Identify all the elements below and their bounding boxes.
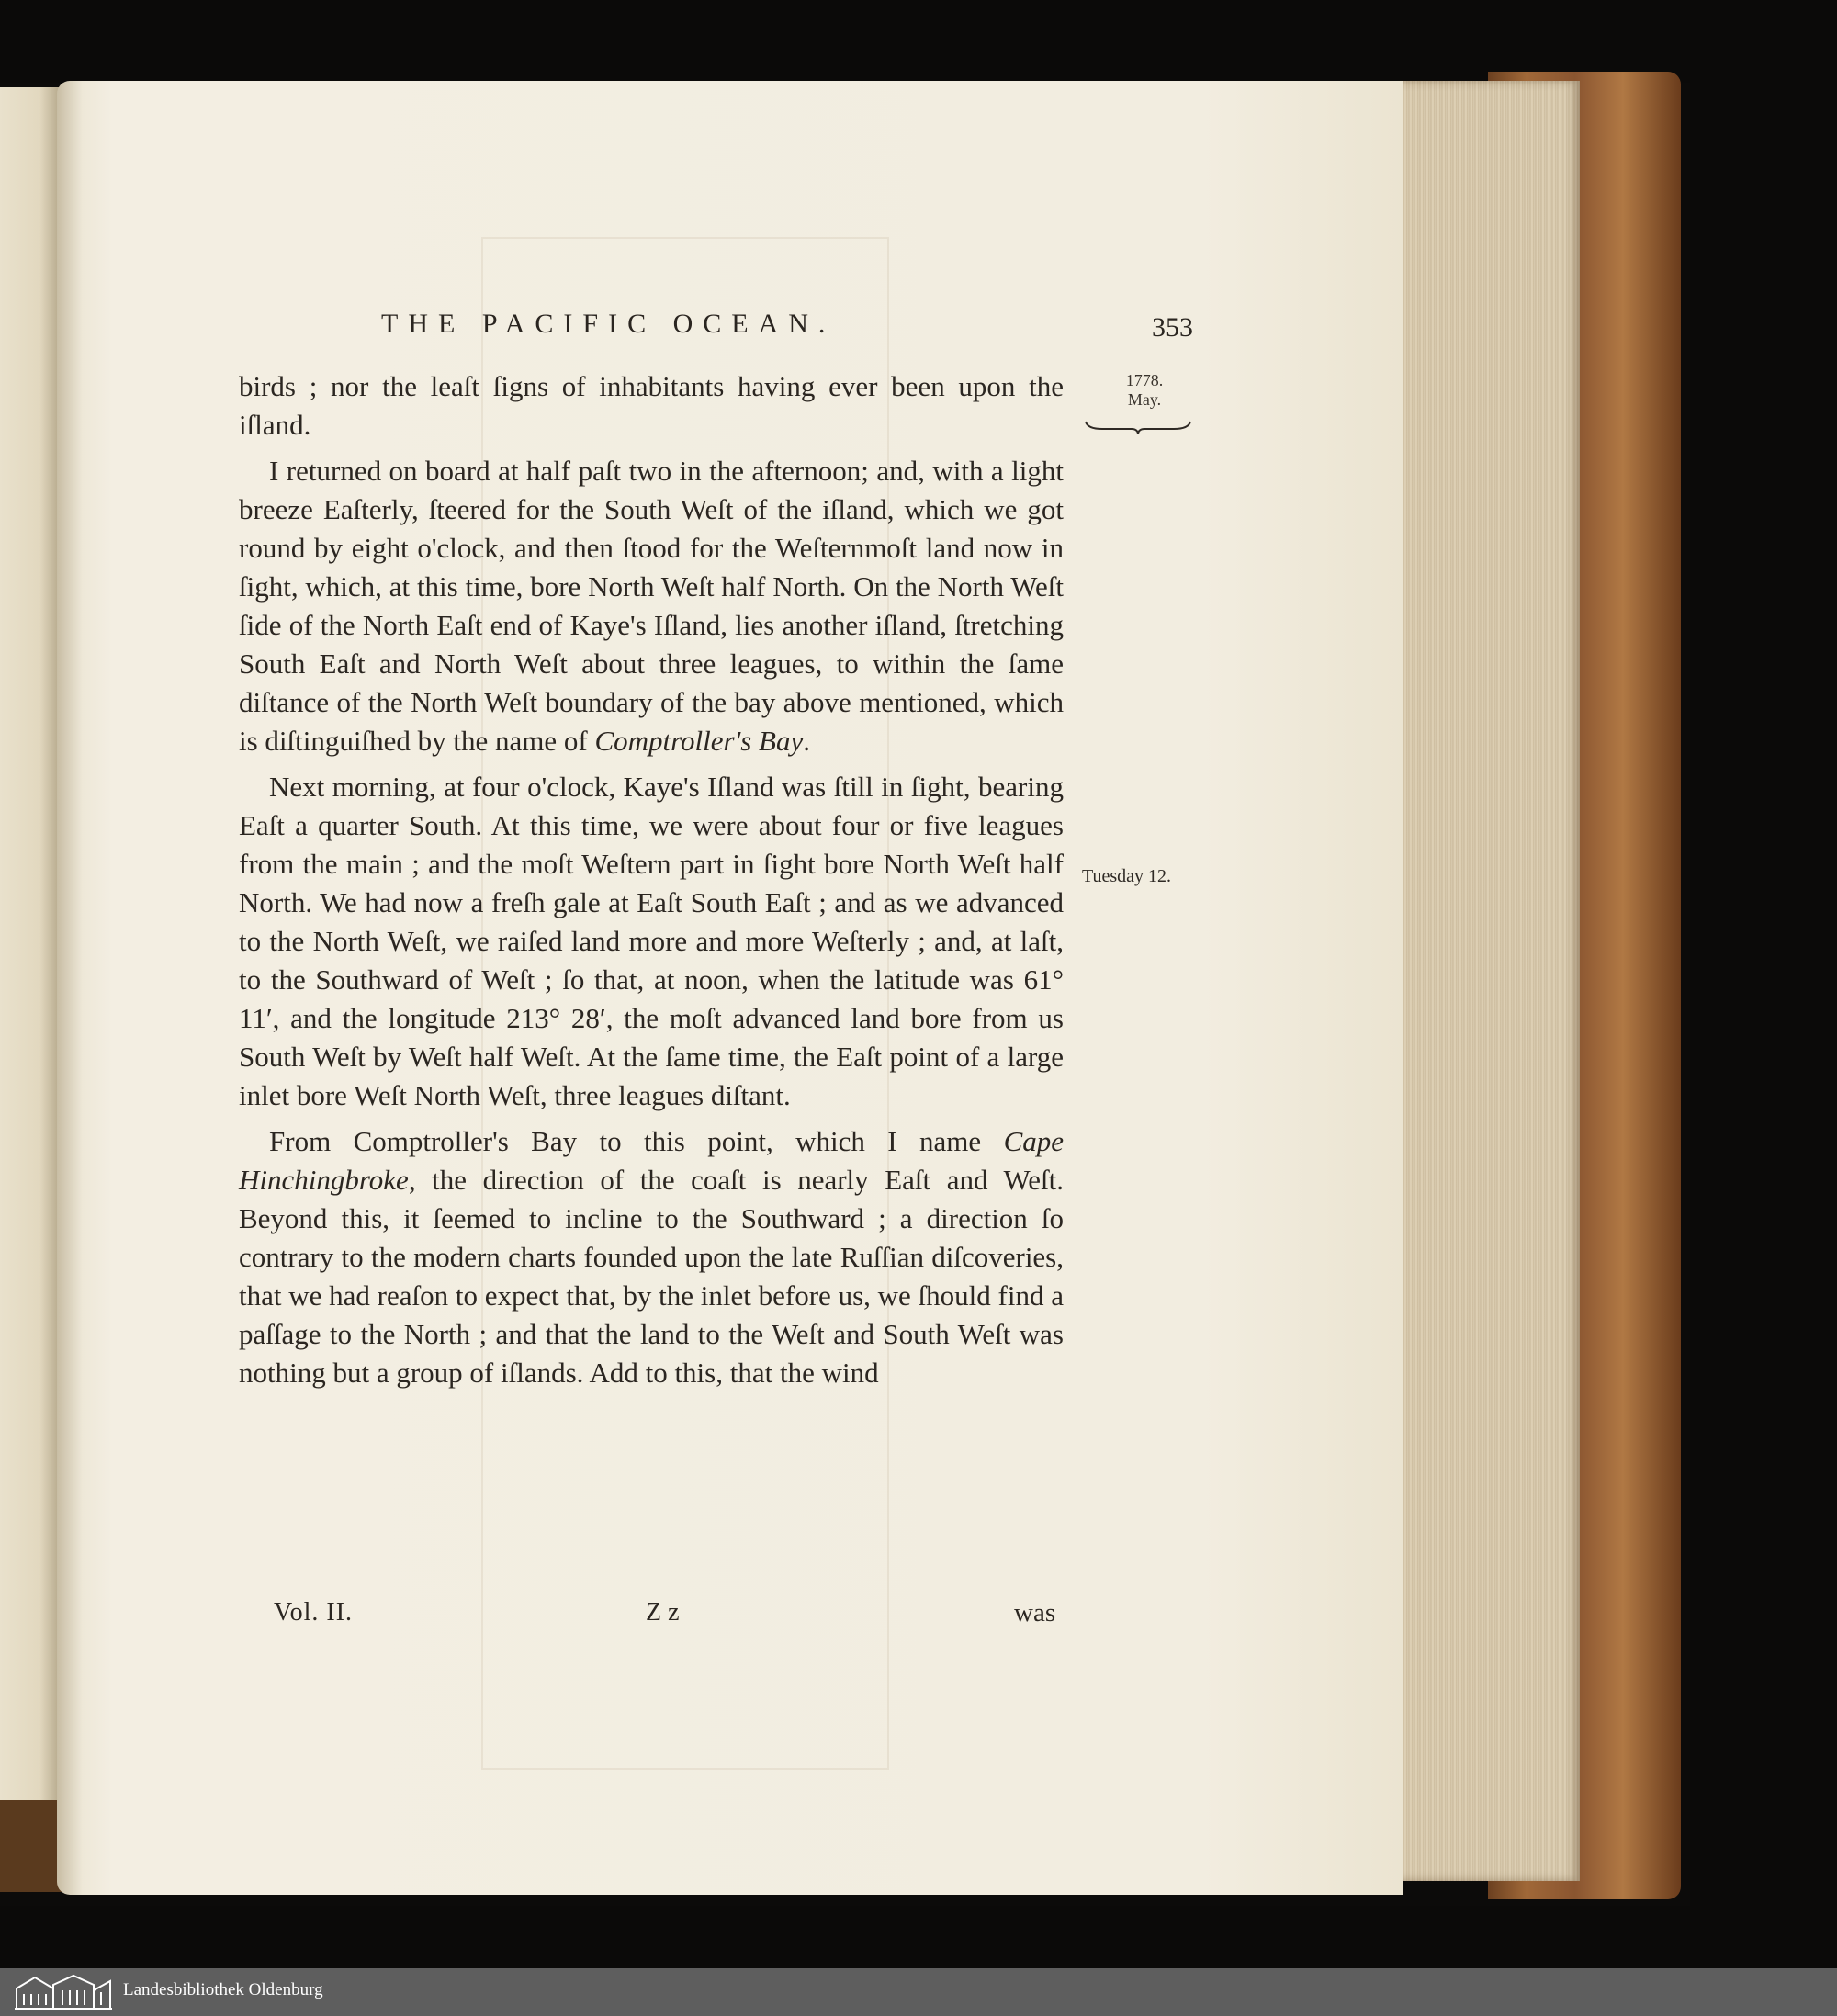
library-label: Landesbibliothek Oldenburg xyxy=(123,1980,323,1999)
running-head: THE PACIFIC OCEAN. xyxy=(381,309,836,339)
volume-signature: Vol. II. xyxy=(274,1598,354,1627)
margin-month: May. xyxy=(1127,390,1162,409)
margin-date-note xyxy=(1089,371,1200,410)
paragraph-4 xyxy=(239,1122,1064,1392)
library-footer-bar xyxy=(0,1968,1837,2016)
paragraph-3-text: Next morning, at four o'clock, Kaye's Iſland was ſtill in ſight, bearing Eaſt a quarter South. At this time, we were about four or five leagues from the main ; and the moſt Weſtern part in ſight bore North Weſt half North. We had now a freſh gale at Eaſt South Eaſt ; and as we advanced to the North Weſt, we raiſed land more and more Weſterly ; and, at laſt, to the Southward of Weſt ; ſo that, at noon, when the latitude was 61° 11′, and the longitude 213° 28′, the moſt advanced land bore from us South Weſt by Weſt half Weſt. At the ſame time, the Eaſt point of a large inlet bore Weſt North Weſt, three leagues diſtant. xyxy=(239,771,1064,1111)
body-text xyxy=(239,367,1064,1400)
scan-background-right xyxy=(1690,0,1837,1968)
page-edges xyxy=(1396,81,1580,1881)
paragraph-4-start: From Comptroller's Bay to this point, which I name xyxy=(269,1125,982,1157)
cape-name: Cape Hinchingbroke xyxy=(239,1125,1065,1196)
library-building-icon xyxy=(13,1972,114,2012)
bay-name: Comptroller's Bay xyxy=(594,725,804,757)
paragraph-2 xyxy=(239,452,1064,760)
signature-mark: Z z xyxy=(646,1598,680,1627)
scan-background-top xyxy=(0,0,1837,83)
catchword: was xyxy=(1014,1598,1056,1627)
paragraph-2-end: . xyxy=(803,725,810,757)
page-number: 353 xyxy=(1152,312,1193,343)
margin-day-note: Tuesday 12. xyxy=(1082,866,1172,886)
paragraph-2-text: I returned on board at half paſt two in the afternoon; and, with a light breeze Eaſterly, ſteered for the South Weſt of the iſland, which we got round by eight o'clock, and then ſtood for the Weſternmoſt land now in ſight, which, at this time, bore North Weſt half North. On the North Weſt ſide of the North Eaſt end of Kaye's Iſland, lies another iſland, ſtretching South Eaſt and North Weſt about three leagues, to within the ſame diſtance of the North Weſt boundary of the bay above mentioned, which is diſtinguiſhed by the name of xyxy=(239,455,1064,757)
margin-brace-icon xyxy=(1084,420,1192,434)
scan-background-bottom xyxy=(0,1906,1837,1968)
paragraph-4-rest: , the direction of the coaſt is nearly Eaſt and Weſt. Beyond this, it ſeemed to incline to the Southward ; a direction ſo contrary to the modern charts founded upon the late Ruſſian diſcoveries, that we had reaſon to expect that, by the inlet before us, we ſhould find a paſſage to the North ; and that the land to the Weſt and South Weſt was nothing but a group of iſlands. Add to this, that the wind xyxy=(239,1164,1064,1389)
paragraph-3 xyxy=(239,768,1064,1115)
margin-year: 1778. xyxy=(1125,371,1164,389)
paragraph-1-text: birds ; nor the leaſt ſigns of inhabitants having ever been upon the iſland. xyxy=(239,370,1064,441)
paragraph-1 xyxy=(239,367,1064,445)
